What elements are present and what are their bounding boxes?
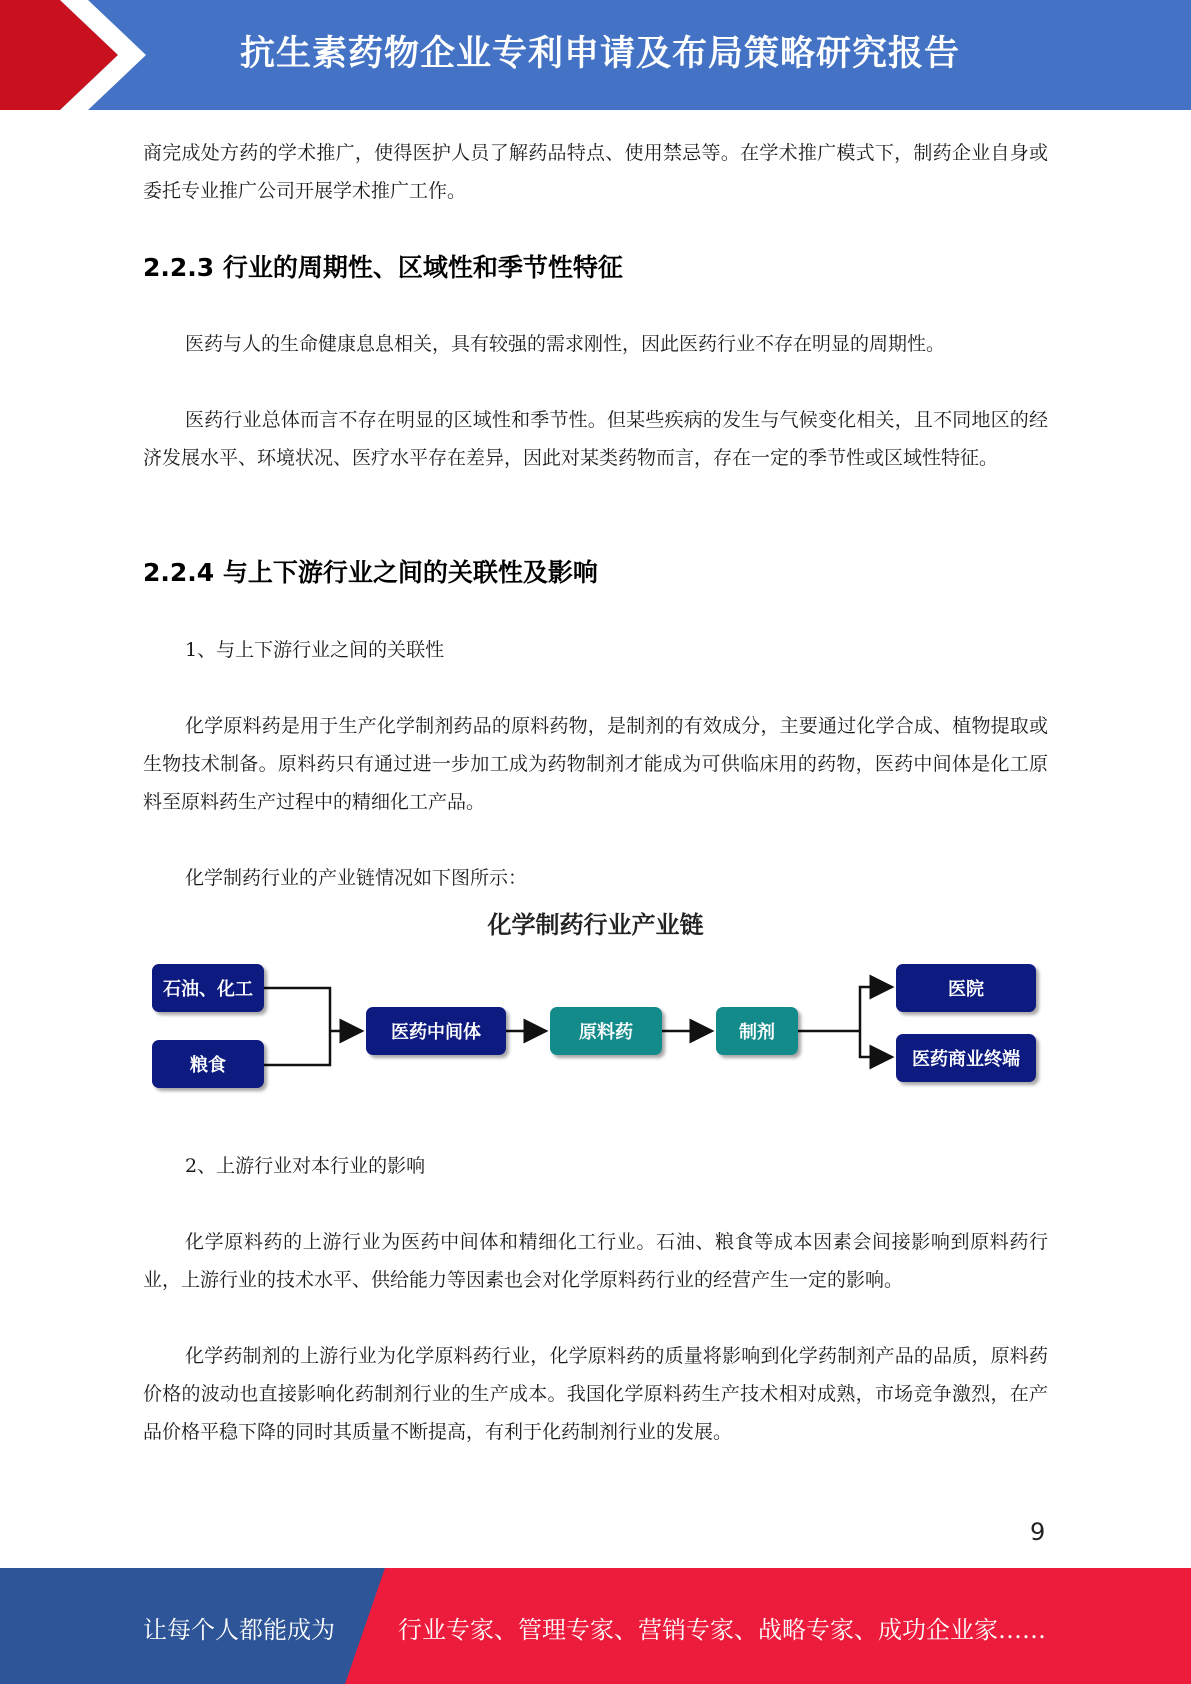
- diagram-title: 化学制药行业产业链: [487, 911, 704, 939]
- subheading-upstream-impact: 2、上游行业对本行业的影响: [185, 1155, 426, 1177]
- paragraph-preparation-upstream: 化学药制剂的上游行业为化学原料药行业，化学原料药的质量将影响到化学药制剂产品的品质，原料药价格的波动也直接影响化药制剂行业的生产成本。我国化学原料药生产技术相对成熟，市场竞争激烈，在产品价格平稳下降的同时其质量不断提高，有利于化药制剂行业的发展。: [143, 1345, 1048, 1443]
- page-header: [0, 0, 1191, 110]
- node-pharma-intermediate: 医药中间体: [366, 1007, 506, 1055]
- paragraph-academic-promotion: 商完成处方药的学术推广，使得医护人员了解药品特点、使用禁忌等。在学术推广模式下，制药企业自身或委托专业推广公司开展学术推广工作。: [143, 142, 1048, 202]
- paragraph-api-definition: 化学原料药是用于生产化学制剂药品的原料药物，是制剂的有效成分，主要通过化学合成、植物提取或生物技术制备。原料药只有通过进一步加工成为药物制剂才能成为可供临床用的药物，医药中间体是化工原料至原料药生产过程中的精细化工产品。: [143, 715, 1048, 813]
- node-petrochemical: 石油、化工: [152, 964, 264, 1012]
- page-number: 9: [1030, 1518, 1046, 1546]
- paragraph-regional-seasonal: 医药行业总体而言不存在明显的区域性和季节性。但某些疾病的发生与气候变化相关，且不同地区的经济发展水平、环境状况、医疗水平存在差异，因此对某类药物而言，存在一定的季节性或区域性特征。: [143, 409, 1048, 469]
- node-grain: 粮食: [152, 1040, 264, 1088]
- arrow-to-hospital: [860, 987, 892, 1031]
- footer-slogan-left: 让每个人都能成为: [143, 1616, 335, 1644]
- paragraph-api-upstream: 化学原料药的上游行业为医药中间体和精细化工行业。石油、粮食等成本因素会间接影响到原料药行业，上游行业的技术水平、供给能力等因素也会对化学原料药行业的经营产生一定的影响。: [143, 1231, 1048, 1291]
- industry-chain-diagram: [140, 950, 1060, 1100]
- section-heading-2-2-3: 2.2.3 行业的周期性、区域性和季节性特征: [143, 253, 623, 282]
- paragraph-chain-intro: 化学制药行业的产业链情况如下图所示：: [185, 867, 528, 889]
- merge-connector: [264, 988, 330, 1065]
- report-title: 抗生素药物企业专利申请及布局策略研究报告: [240, 34, 961, 74]
- subheading-correlation: 1、与上下游行业之间的关联性: [185, 639, 445, 661]
- arrow-to-terminal: [860, 1031, 892, 1057]
- footer-slogan-right: 行业专家、管理专家、营销专家、战略专家、成功企业家……: [398, 1616, 1046, 1644]
- node-api: 原料药: [550, 1007, 662, 1055]
- node-commercial-terminal: 医药商业终端: [896, 1034, 1036, 1082]
- node-preparation: 制剂: [716, 1007, 798, 1055]
- page-footer: [0, 1568, 1191, 1684]
- section-heading-2-2-4: 2.2.4 与上下游行业之间的关联性及影响: [143, 558, 598, 587]
- paragraph-cyclicality: 医药与人的生命健康息息相关，具有较强的需求刚性，因此医药行业不存在明显的周期性。: [185, 333, 946, 355]
- node-hospital: 医院: [896, 964, 1036, 1012]
